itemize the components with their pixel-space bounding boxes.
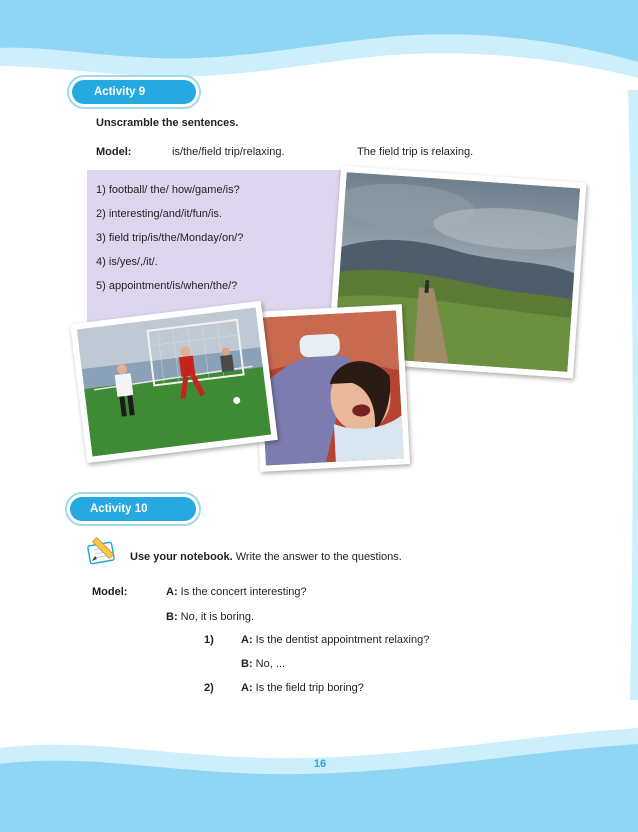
exercise-item: 4) is/yes/,/it/. [96, 256, 158, 268]
question-1-a-line [241, 634, 429, 646]
exercise-item: 1) football/ the/ how/game/is? [96, 184, 240, 196]
exercise-item: 2) interesting/and/it/fun/is. [96, 208, 222, 220]
question-1-a-text: Is the dentist appointment relaxing? [252, 634, 430, 646]
soccer-photo [70, 301, 278, 463]
speaker-a-label: A: [241, 682, 253, 694]
model-a-line [166, 586, 307, 598]
page-number: 16 [313, 758, 327, 770]
speaker-b-label: B: [166, 611, 178, 623]
model-label-10: Model: [92, 586, 128, 598]
model-a-text: Is the concert interesting? [177, 586, 307, 598]
activity-10-label: Activity 10 [70, 497, 196, 521]
question-1-b-text: No, ... [252, 658, 286, 670]
question-2-a-text: Is the field trip boring? [252, 682, 364, 694]
speaker-a-label: A: [241, 634, 253, 646]
question-1-b-line [241, 658, 285, 670]
model-label: Model: [96, 146, 132, 158]
notebook-pencil-icon [86, 534, 122, 566]
question-1-number: 1) [204, 634, 214, 646]
instruction-text: Write the answer to the questions. [232, 551, 402, 563]
model-b-text: No, it is boring. [177, 611, 255, 623]
question-2-a-line [241, 682, 364, 694]
question-2-number: 2) [204, 682, 214, 694]
model-b-line [166, 611, 254, 623]
speaker-b-label: B: [241, 658, 253, 670]
model-answer: The field trip is relaxing. [357, 146, 474, 158]
model-scrambled: is/the/field trip/relaxing. [172, 146, 285, 158]
activity-10-instruction [130, 551, 402, 563]
dentist-photo [252, 304, 410, 472]
instruction-bold: Use your notebook. [130, 551, 233, 563]
speaker-a-label: A: [166, 586, 178, 598]
activity-9-label: Activity 9 [72, 80, 196, 104]
exercise-item: 5) appointment/is/when/the/? [96, 280, 238, 292]
exercise-item: 3) field trip/is/the/Monday/on/? [96, 232, 244, 244]
activity-9-instruction: Unscramble the sentences. [96, 117, 239, 129]
